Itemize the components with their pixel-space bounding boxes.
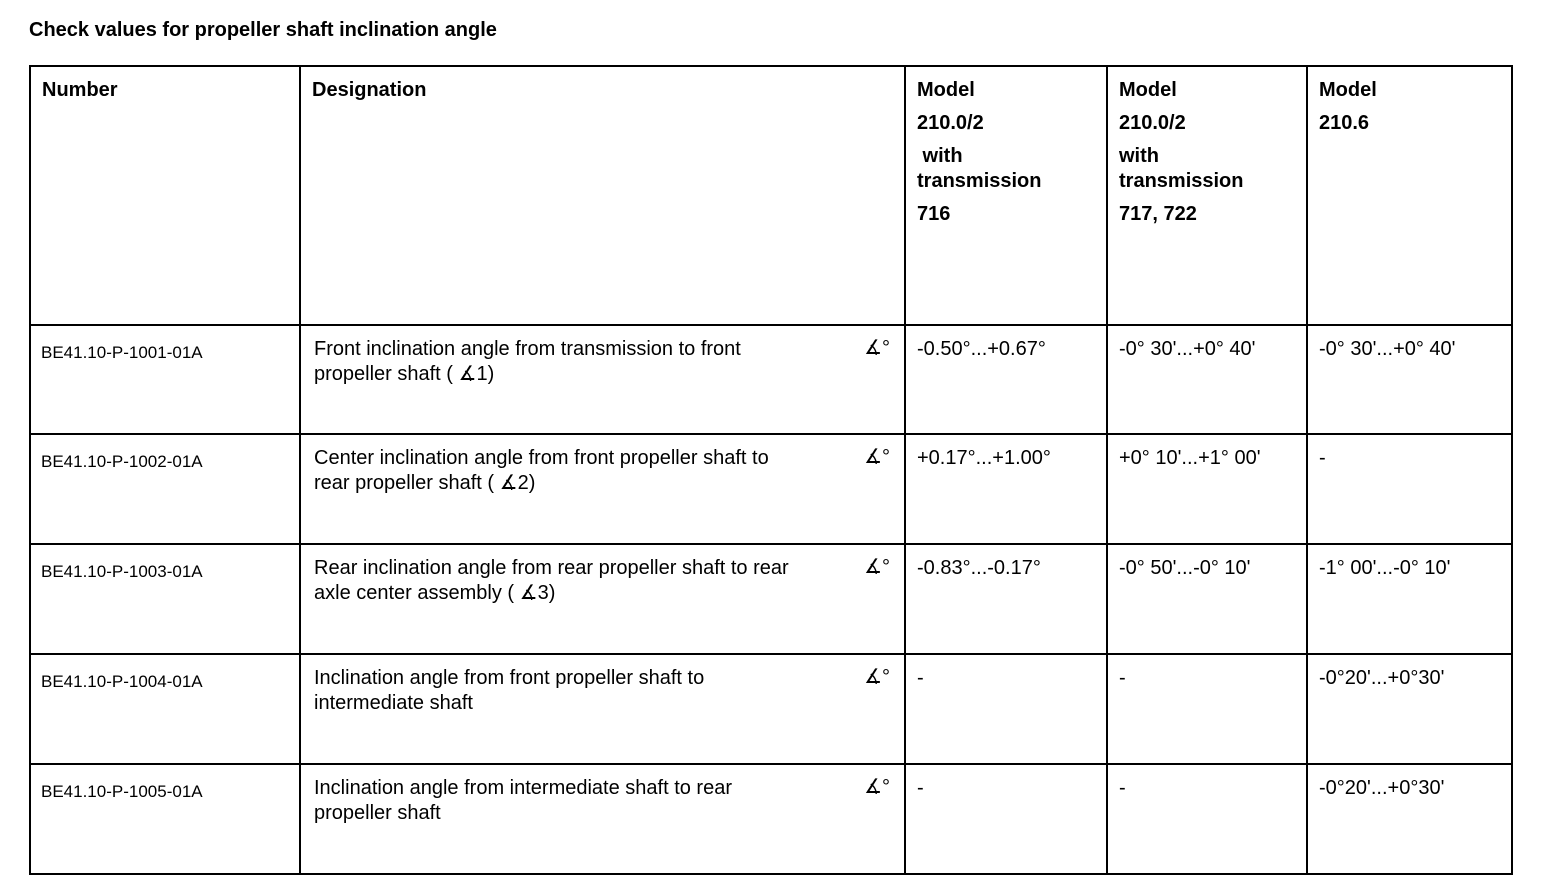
table-row: [30, 764, 1512, 874]
row-designation: [300, 764, 905, 874]
value-model-210-0-2-717-722: -0° 50'...-0° 10': [1107, 544, 1307, 654]
row-number: BE41.10-P-1001-01A: [30, 325, 300, 434]
header-model-label: Model: [917, 79, 975, 101]
row-number: BE41.10-P-1003-01A: [30, 544, 300, 654]
page-title: Check values for propeller shaft inclination angle: [29, 19, 497, 41]
value-model-210-6: -0° 30'...+0° 40': [1307, 325, 1512, 434]
designation-text: Front inclination angle from transmission to front propeller shaft ( ∡1): [314, 338, 741, 385]
header-with: with: [917, 145, 963, 167]
value-model-210-0-2-717-722: +0° 10'...+1° 00': [1107, 434, 1307, 544]
header-model-210-6: [1307, 66, 1512, 325]
designation-text: Inclination angle from intermediate shaft to rear propeller shaft: [314, 777, 732, 824]
header-number: Number: [30, 66, 300, 325]
header-transmission-code: 717, 722: [1119, 203, 1197, 225]
header-transmission-code: 716: [917, 203, 951, 225]
row-designation: [300, 434, 905, 544]
angle-icon: ∡°: [864, 337, 890, 359]
row-number: BE41.10-P-1004-01A: [30, 654, 300, 764]
header-row: [30, 66, 1512, 325]
value-model-210-0-2-717-722: -0° 30'...+0° 40': [1107, 325, 1307, 434]
value-model-210-6: -0°20'...+0°30': [1307, 654, 1512, 764]
header-model-label: Model: [1119, 79, 1177, 101]
check-values-table: [29, 65, 1513, 875]
table-row: [30, 325, 1512, 434]
header-with: with: [1119, 145, 1159, 167]
designation-text: Rear inclination angle from rear propeller shaft to rear axle center assembly ( ∡3): [314, 557, 789, 604]
header-transmission: transmission: [917, 170, 1042, 192]
value-model-210-0-2-716: -0.83°...-0.17°: [905, 544, 1107, 654]
table-row: [30, 434, 1512, 544]
row-number: BE41.10-P-1005-01A: [30, 764, 300, 874]
header-designation: Designation: [300, 66, 905, 325]
header-transmission: transmission: [1119, 170, 1244, 192]
value-model-210-0-2-716: -: [905, 764, 1107, 874]
table-row: [30, 544, 1512, 654]
header-model-label: Model: [1319, 79, 1377, 101]
value-model-210-0-2-717-722: -: [1107, 764, 1307, 874]
angle-icon: ∡°: [864, 556, 890, 578]
row-designation: [300, 544, 905, 654]
row-number: BE41.10-P-1002-01A: [30, 434, 300, 544]
header-model-number: 210.0/2: [917, 112, 984, 134]
row-designation: [300, 325, 905, 434]
angle-icon: ∡°: [864, 776, 890, 798]
value-model-210-6: -: [1307, 434, 1512, 544]
value-model-210-0-2-716: -: [905, 654, 1107, 764]
header-model-210-0-2-717-722: [1107, 66, 1307, 325]
angle-icon: ∡°: [864, 666, 890, 688]
header-model-210-0-2-716: [905, 66, 1107, 325]
header-model-number: 210.0/2: [1119, 112, 1186, 134]
value-model-210-0-2-716: +0.17°...+1.00°: [905, 434, 1107, 544]
value-model-210-6: -0°20'...+0°30': [1307, 764, 1512, 874]
angle-icon: ∡°: [864, 446, 890, 468]
value-model-210-0-2-716: -0.50°...+0.67°: [905, 325, 1107, 434]
row-designation: [300, 654, 905, 764]
value-model-210-6: -1° 00'...-0° 10': [1307, 544, 1512, 654]
designation-text: Center inclination angle from front propeller shaft to rear propeller shaft ( ∡2): [314, 447, 769, 494]
table-row: [30, 654, 1512, 764]
designation-text: Inclination angle from front propeller shaft to intermediate shaft: [314, 667, 705, 714]
header-model-number: 210.6: [1319, 112, 1370, 134]
value-model-210-0-2-717-722: -: [1107, 654, 1307, 764]
